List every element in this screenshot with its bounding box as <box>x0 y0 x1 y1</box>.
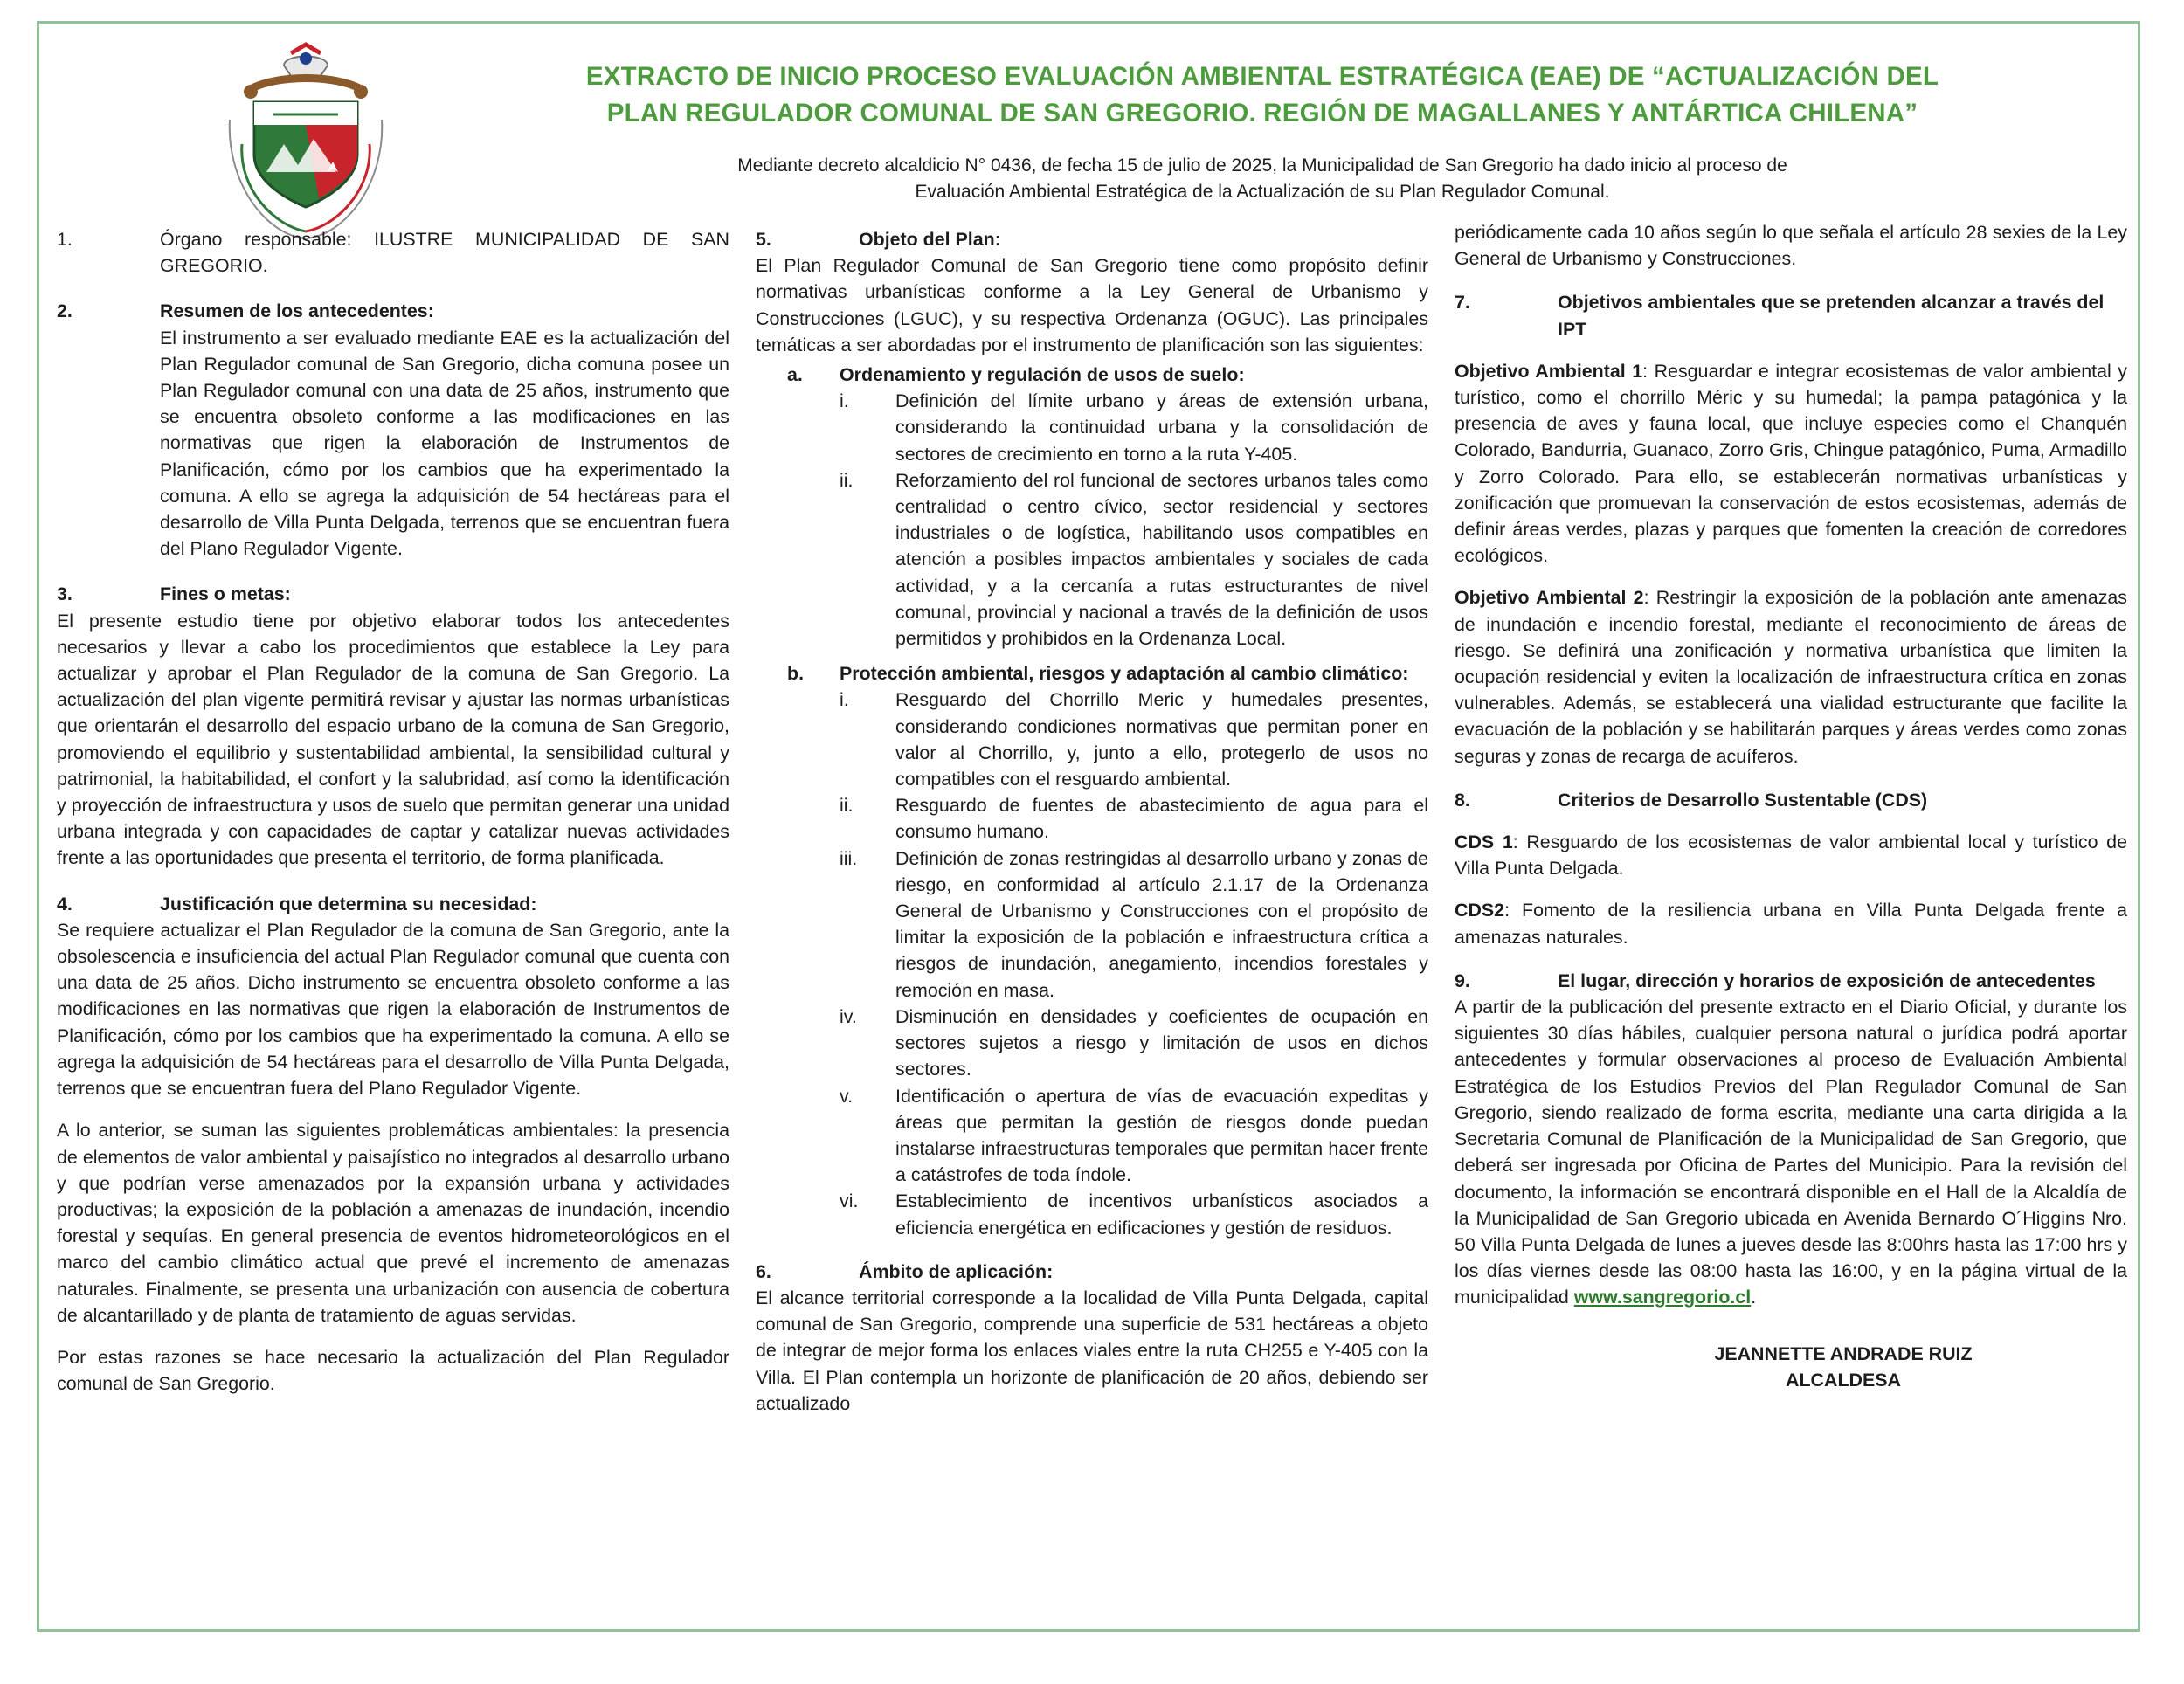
cds-1 <box>1455 829 2127 881</box>
section-number: 8. <box>1455 789 1470 811</box>
section-heading: Ámbito de aplicación: <box>859 1260 1054 1282</box>
section-1 <box>57 226 729 279</box>
list-item-text: Identificación o apertura de vías de evacuación expeditas y áreas que permitan la gestión de riesgos donde puedan instalarse infraestructuras temporales que permitan hacer frente a catástrofes de toda índole. <box>895 1085 1428 1186</box>
section-9-text: A partir de la publicación del presente extracto en el Diario Oficial, y durante los siguientes 30 días hábiles, cualquier persona natural o jurídica podrá aportar antecedentes y formular observaciones al proceso de Evaluación Ambiental Estratégica de los Estudios Previos del Plan Regulador Comunal de San Gregorio, siendo realizado de forma escrita, mediante una carta dirigida a la Secretaria Comunal de Planificación de la Municipalidad de San Gregorio, que deberá ser ingresada por Oficina de Partes del Municipio. Para la revisión del documento, la información se encontrará disponible en el Hall de la Alcaldía de la Municipalidad de San Gregorio ubicada en Avenida Bernardo O´Higgins Nro. 50 Villa Punta Delgada de lunes a jueves desde las 8:00hrs hasta las 17:00 hrs y los días viernes desde las 08:00 hasta las 16:00, y en la página virtual de la municipalidad <box>1455 997 2127 1308</box>
section-3-body: El presente estudio tiene por objetivo elaborar todos los antecedentes necesarios y llevar a cabo los procedimientos que establece la Ley para actualizar y aprobar el Plan Regulador de la comuna de San Gregorio. La actualización del plan vigente permitirá revisar y ajustar las normas urbanísticas que orientarán el desarrollo del espacio urbano de la comuna de San Gregorio, promoviendo el equilibrio y sustentabilidad ambiental, la sensibilidad cultural y patrimonial, la habitabilidad, el confort y la salubridad, así como la identificación y proyección de infraestructura y usos de suelo que permitan generar una unidad urbana integrada y con capacidades de captar y catalizar nuevas actividades frente a las oportunidades que presenta el territorio, de forma planificada. <box>57 610 729 869</box>
objective-1-text: : Resguardar e integrar ecosistemas de valor ambiental y turístico, como el chorrillo Méric y su humedal; la pampa patagónica y la presencia de aves y fauna local, que incluye especies como el Chanquén Colorado, Bandurria, Guanaco, Zorro Gris, Chingue patagónico, Puma, Armadillo y Zorro Colorado. Para ello, se establecerán normativas urbanísticas y zonificación que promuevan la conservación de estos ecosistemas, además de definir áreas verdes, plazas y parques que fomenten la creación de corredores ecológicos. <box>1455 360 2127 567</box>
section-heading: Objetivos ambientales que se pretenden alcanzar a través del IPT <box>1558 292 2105 340</box>
section-4-paragraph-1: Se requiere actualizar el Plan Regulador de la comuna de San Gregorio, ante la obsolescencia e insuficiencia del actual Plan Regulador comunal que cuenta con una data de 25 años. Dicho instrumento se encuentra obsoleto conforme a las modificaciones en las normativas que rigen la elaboración de Instrumentos de Planificación, cómo por los cambios que ha experimentado la comuna. A ello se agrega la adquisición de 54 hectáreas para el desarrollo de Villa Punta Delgada, terrenos que se encuentran fuera del Plano Regulador Vigente. <box>57 919 729 1100</box>
subsection-heading: Ordenamiento y regulación de usos de suelo: <box>840 364 1245 386</box>
list-item-numeral: iv. <box>840 1005 857 1027</box>
cds-1-text: : Resguardo de los ecosistemas de valor ambiental local y turístico de Villa Punta Delgada. <box>1455 832 2127 880</box>
section-number: 5. <box>756 229 771 250</box>
section-number: 2. <box>57 300 73 322</box>
list-item <box>756 467 1428 652</box>
cds-1-label: CDS 1 <box>1455 832 1513 853</box>
subsection-letter: b. <box>787 663 805 685</box>
section-5-body: El Plan Regulador Comunal de San Gregorio tiene como propósito definir normativas urbanísticas conforme a la Ley General de Urbanismo y Construcciones (LGUC), y su respectiva Ordenanza (OGUC). Las principales temáticas a ser abordadas por el instrumento de planificación son las siguientes: <box>756 255 1428 355</box>
notice-title <box>476 59 2049 132</box>
objective-1 <box>1455 358 2127 569</box>
intro-paragraph <box>529 153 1996 205</box>
list-item-numeral: v. <box>840 1085 854 1107</box>
section-2-heading <box>57 298 729 324</box>
list-item-numeral: i. <box>840 689 849 711</box>
list-item-text: Resguardo de fuentes de abastecimiento de agua para el consumo humano. <box>895 795 1428 843</box>
section-heading: Justificación que determina su necesidad: <box>160 893 537 914</box>
list-item-numeral: i. <box>840 390 849 412</box>
signatory-name: JEANNETTE ANDRADE RUIZ <box>1714 1342 1973 1364</box>
intro-line-2: Evaluación Ambiental Estratégica de la Actualización de su Plan Regulador Comunal. <box>915 182 1610 202</box>
list-item-text: Definición del límite urbano y áreas de extensión urbana, considerando la continuidad urbana y la consolidación de sectores de crecimiento en torno a la ruta Y-405. <box>895 390 1428 465</box>
municipality-website-link[interactable]: www.sangregorio.cl <box>1573 1287 1752 1308</box>
list-item <box>756 1188 1428 1240</box>
section-9-heading <box>1455 968 2127 994</box>
section-heading: Objeto del Plan: <box>859 229 1001 250</box>
list-item-text: Disminución en densidades y coeficientes de ocupación en sectores sujetos a riesgo y limitación de usos en dichos sectores. <box>895 1005 1428 1080</box>
section-4-heading <box>57 891 729 917</box>
list-item-text: Resguardo del Chorrillo Meric y humedales presentes, considerando condiciones normativas que permitan poner en valor al Chorrillo, y, junto a ello, protegerlo de usos no compatibles con el resguardo ambiental. <box>895 689 1428 790</box>
list-item <box>756 1083 1428 1189</box>
section-heading: Resumen de los antecedentes: <box>160 300 434 322</box>
objective-1-label: Objetivo Ambiental 1 <box>1455 360 1643 382</box>
subsection-a-list <box>756 388 1428 652</box>
section-heading: Fines o metas: <box>160 583 291 605</box>
list-item-text: Definición de zonas restringidas al desarrollo urbano y zonas de riesgo, en conformidad al artículo 2.1.17 de la Ordenanza General de Urbanismo y Construcciones con el propósito de limitar la exposición de la población e infraestructura crítica a riesgos de inundación, anegamiento, incendios forestales y remoción en masa. <box>895 847 1428 1001</box>
title-line-2: PLAN REGULADOR COMUNAL DE SAN GREGORIO. REGIÓN DE MAGALLANES Y ANTÁRTICA CHILENA” <box>606 99 1918 128</box>
section-6-continued: periódicamente cada 10 años según lo que señala el artículo 28 sexies de la Ley General de Urbanismo y Construcciones. <box>1455 222 2127 270</box>
section-heading: Criterios de Desarrollo Sustentable (CDS) <box>1558 789 1928 811</box>
list-item <box>756 792 1428 845</box>
section-number: 1. <box>57 229 73 250</box>
section-1-text: Órgano responsable: ILUSTRE MUNICIPALIDAD DE SAN GREGORIO. <box>160 229 729 277</box>
section-6-body: El alcance territorial corresponde a la localidad de Villa Punta Delgada, capital comunal de San Gregorio, comprende una superficie de 531 hectáreas a objeto de integrar de mejor forma los enlaces viales entre la ruta CH255 e Y-405 con la Villa. El Plan contempla un horizonte de planificación de 20 años, debiendo ser actualizado <box>756 1287 1428 1414</box>
list-item <box>756 1004 1428 1083</box>
subsection-a-heading <box>756 362 1428 388</box>
section-5-heading <box>756 226 1428 252</box>
section-number: 4. <box>57 893 73 914</box>
cds-2 <box>1455 897 2127 949</box>
subsection-b-heading <box>756 660 1428 687</box>
subsection-heading: Protección ambiental, riesgos y adaptación al cambio climático: <box>840 663 1409 685</box>
list-item <box>756 687 1428 792</box>
objective-2-text: : Restringir la exposición de la población ante amenazas de inundación e incendio forestal, mediante el reconocimiento de áreas de riesgo. Se definirá una zonificación y normativa urbanística que limiten la ocupación residencial y eviten la localización de infraestructura crítica en zonas vulnerables. Además, se establecerá una vialidad estructurante que facilite la evacuación de la población y se habilitarán parques y áreas verdes como zonas seguras y zonas de recarga de acuíferos. <box>1455 587 2127 767</box>
section-7-heading <box>1455 289 2127 342</box>
section-number: 7. <box>1455 292 1470 314</box>
section-9-end: . <box>1751 1287 1757 1308</box>
list-item-numeral: ii. <box>840 469 854 491</box>
list-item <box>756 845 1428 1004</box>
section-4-paragraph-3: Por estas razones se hace necesario la actualización del Plan Regulador comunal de San Gregorio. <box>57 1346 729 1395</box>
signatory-role: ALCALDESA <box>1786 1369 1901 1391</box>
list-item-text: Establecimiento de incentivos urbanísticos asociados a eficiencia energética en edificaciones y gestión de residuos. <box>895 1191 1428 1239</box>
list-item-numeral: vi. <box>840 1191 859 1212</box>
list-item-text: Reforzamiento del rol funcional de sectores urbanos tales como centralidad o centro cívico, sector residencial y sectores industriales o de logística, habilitando usos compatibles en atención a posibles impactos ambientales y sociales de cada actividad, y a la cercanía a rutas estructurantes de nivel comunal, provincial y nacional a través de la definición de usos permitidos y prohibidos en la Ordenanza Local. <box>895 469 1428 650</box>
subsection-b-list <box>756 687 1428 1240</box>
municipal-crest-icon <box>223 41 389 242</box>
list-item <box>756 388 1428 467</box>
section-number: 9. <box>1455 970 1470 991</box>
list-item-numeral: ii. <box>840 795 854 817</box>
notice-frame <box>37 21 2140 1632</box>
section-number: 3. <box>57 583 73 605</box>
objective-2-label: Objetivo Ambiental 2 <box>1455 587 1644 609</box>
cds-2-text: : Fomento de la resiliencia urbana en Villa Punta Delgada frente a amenazas naturales. <box>1455 900 2127 948</box>
section-8-heading <box>1455 787 2127 813</box>
objective-2 <box>1455 584 2127 769</box>
section-3-heading <box>57 581 729 607</box>
section-number: 6. <box>756 1260 771 1282</box>
list-item-numeral: iii. <box>840 847 858 869</box>
section-9-body <box>1455 994 2127 1310</box>
signature-block <box>1455 1341 2127 1393</box>
intro-line-1: Mediante decreto alcaldicio N° 0436, de fecha 15 de julio de 2025, la Municipalidad de San Gregorio ha dado inicio al proceso de <box>737 155 1787 176</box>
section-2-body: El instrumento a ser evaluado mediante EAE es la actualización del Plan Regulador comunal de San Gregorio, dicha comuna posee un Plan Regulador comunal con una data de 25 años, instrumento que se encuentra obsoleto conforme a las modificaciones en las normativas que rigen la elaboración de Instrumentos de Planificación, cómo por los cambios que ha experimentado la comuna. A ello se agrega la adquisición de 54 hectáreas para el desarrollo de Villa Punta Delgada, terrenos que se encuentran fuera del Plano Regulador Vigente. <box>160 327 729 560</box>
section-4-paragraph-2: A lo anterior, se suman las siguientes problemáticas ambientales: la presencia de elementos de valor ambiental y paisajístico no integrados al desarrollo urbano y que podrían verse amenazados por la expansión urbana y actividades productivas; la exposición de la población a amenazas de inundación, incendio forestal y sequías. En general presencia de eventos hidrometeorológicos en el marco del cambio climático actual que prevé el incremento de amenazas naturales. Finalmente, se presenta una urbanización con ausencia de cobertura de alcantarillado y de planta de tratamiento de aguas servidas. <box>57 1120 729 1326</box>
section-heading: El lugar, dirección y horarios de exposición de antecedentes <box>1558 970 2096 991</box>
section-6-heading <box>756 1259 1428 1285</box>
column-1 <box>57 226 729 1397</box>
subsection-letter: a. <box>787 364 803 386</box>
column-3 <box>1455 222 2127 1393</box>
cds-2-label: CDS2 <box>1455 900 1505 921</box>
column-2 <box>756 226 1428 1417</box>
title-line-1: EXTRACTO DE INICIO PROCESO EVALUACIÓN AMBIENTAL ESTRATÉGICA (EAE) DE “ACTUALIZACIÓN DEL <box>585 62 1939 91</box>
